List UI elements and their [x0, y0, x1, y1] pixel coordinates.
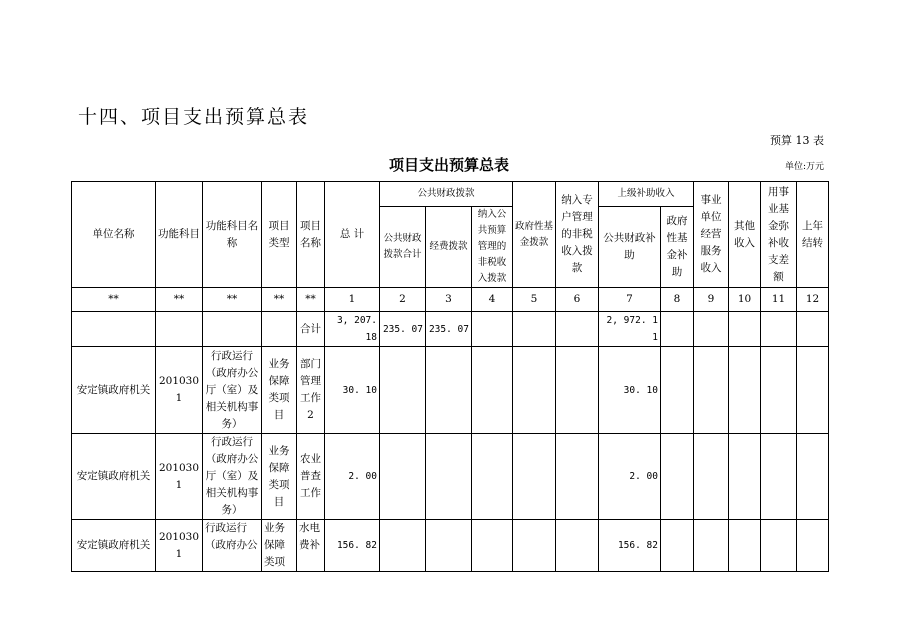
cell-pf-total: 235. 07	[380, 312, 426, 347]
table-title: 项目支出预算总表	[388, 156, 509, 174]
cell-other-income	[729, 347, 761, 434]
cell-project-name: 部门管理工作2	[297, 347, 325, 434]
header-project-type: 项目类型	[262, 182, 297, 288]
total-row	[72, 312, 829, 347]
header-pf-total: 公共财政拨款合计	[380, 207, 426, 288]
cell-unit	[72, 312, 156, 347]
index-cell: 11	[761, 288, 797, 312]
cell-business-income	[694, 434, 729, 520]
cell-sup-gov-fund	[661, 312, 694, 347]
cell-business-income	[694, 347, 729, 434]
cell-code: 2010301	[156, 434, 203, 520]
cell-last-year	[797, 520, 829, 572]
header-func-subject: 功能科目	[156, 182, 203, 288]
header-project-name: 项目名称	[297, 182, 325, 288]
index-cell: **	[156, 288, 203, 312]
cell-other-income	[729, 520, 761, 572]
cell-fund-balance	[761, 347, 797, 434]
cell-nontax-special	[556, 312, 599, 347]
header-total: 总 计	[325, 182, 380, 288]
unit-label: 单位:万元	[784, 162, 824, 172]
index-cell: **	[297, 288, 325, 312]
cell-sup-gov-fund	[661, 434, 694, 520]
cell-pf-total	[380, 434, 426, 520]
table-number: 预算 13 表	[770, 134, 824, 147]
header-unit-name: 单位名称	[72, 182, 156, 288]
cell-gov-fund	[513, 312, 556, 347]
cell-project-type: 业务保障类项目	[262, 347, 297, 434]
cell-fund-balance	[761, 434, 797, 520]
header-other-income: 其他收入	[729, 182, 761, 288]
index-cell: 7	[599, 288, 661, 312]
header-func-subject-name: 功能科目名称	[203, 182, 262, 288]
cell-code	[156, 312, 203, 347]
index-cell: **	[262, 288, 297, 312]
cell-project-name: 农业普查工作	[297, 434, 325, 520]
cell-last-year	[797, 312, 829, 347]
cell-business-income	[694, 312, 729, 347]
cell-pf-nontax	[472, 434, 513, 520]
cell-pf-funds	[426, 520, 472, 572]
cell-nontax-special	[556, 434, 599, 520]
cell-nontax-special	[556, 520, 599, 572]
cell-func-name: 行政运行（政府办公	[203, 520, 262, 572]
cell-last-year	[797, 347, 829, 434]
header-nontax-special: 纳入专户管理的非税收入拨款	[556, 182, 599, 288]
cell-project-type	[262, 312, 297, 347]
index-cell: 5	[513, 288, 556, 312]
index-cell: 2	[380, 288, 426, 312]
index-row	[72, 288, 829, 312]
cell-pf-funds	[426, 434, 472, 520]
cell-fund-balance	[761, 520, 797, 572]
cell-total: 3, 207. 18	[325, 312, 380, 347]
cell-pf-funds: 235. 07	[426, 312, 472, 347]
header-pf-funds: 经费拨款	[426, 207, 472, 288]
index-cell: 6	[556, 288, 599, 312]
header-sup-gov-fund: 政府性基金补助	[661, 207, 694, 288]
header-public-finance: 公共财政拨款	[380, 182, 513, 207]
header-pf-nontax: 纳入公共预算管理的非税收入拨款	[472, 207, 513, 288]
cell-gov-fund	[513, 520, 556, 572]
cell-sup-gov-fund	[661, 520, 694, 572]
cell-code: 2010301	[156, 520, 203, 572]
cell-business-income	[694, 520, 729, 572]
header-superior-subsidy: 上级补助收入	[599, 182, 694, 207]
cell-nontax-special	[556, 347, 599, 434]
cell-func-name: 行政运行（政府办公厅（室）及相关机构事务）	[203, 347, 262, 434]
cell-sup-public: 156. 82	[599, 520, 661, 572]
cell-gov-fund	[513, 434, 556, 520]
header-gov-fund: 政府性基金拨款	[513, 182, 556, 288]
cell-project-type: 业务保障类项	[262, 520, 297, 572]
index-cell: **	[203, 288, 262, 312]
cell-gov-fund	[513, 347, 556, 434]
index-cell: 10	[729, 288, 761, 312]
table-row	[72, 347, 829, 434]
cell-other-income	[729, 434, 761, 520]
cell-pf-nontax	[472, 312, 513, 347]
cell-sup-public: 2. 00	[599, 434, 661, 520]
cell-pf-total	[380, 347, 426, 434]
cell-fund-balance	[761, 312, 797, 347]
header-business-income: 事业单位经营服务收入	[694, 182, 729, 288]
header-sup-public: 公共财政补助	[599, 207, 661, 288]
cell-sup-public: 2, 972. 11	[599, 312, 661, 347]
cell-project-name: 水电费补	[297, 520, 325, 572]
cell-pf-nontax	[472, 520, 513, 572]
header-last-year: 上年结转	[797, 182, 829, 288]
cell-unit: 安定镇政府机关	[72, 347, 156, 434]
cell-total: 30. 10	[325, 347, 380, 434]
project-expenditure-table	[71, 181, 829, 572]
cell-project-type: 业务保障类项目	[262, 434, 297, 520]
cell-pf-total	[380, 520, 426, 572]
index-cell: **	[72, 288, 156, 312]
index-cell: 3	[426, 288, 472, 312]
index-cell: 12	[797, 288, 829, 312]
cell-sup-public: 30. 10	[599, 347, 661, 434]
cell-last-year	[797, 434, 829, 520]
cell-sup-gov-fund	[661, 347, 694, 434]
cell-total: 156. 82	[325, 520, 380, 572]
table-row	[72, 434, 829, 520]
page-heading: 十四、项目支出预算总表	[78, 106, 310, 128]
cell-unit: 安定镇政府机关	[72, 520, 156, 572]
index-cell: 9	[694, 288, 729, 312]
index-cell: 1	[325, 288, 380, 312]
cell-other-income	[729, 312, 761, 347]
cell-func-name: 行政运行（政府办公厅（室）及相关机构事务）	[203, 434, 262, 520]
index-cell: 4	[472, 288, 513, 312]
cell-func-name	[203, 312, 262, 347]
index-cell: 8	[661, 288, 694, 312]
cell-unit: 安定镇政府机关	[72, 434, 156, 520]
table-row	[72, 520, 829, 572]
cell-pf-nontax	[472, 347, 513, 434]
header-fund-balance: 用事业基金弥补收支差额	[761, 182, 797, 288]
cell-code: 2010301	[156, 347, 203, 434]
cell-pf-funds	[426, 347, 472, 434]
cell-project-name: 合计	[297, 312, 325, 347]
cell-total: 2. 00	[325, 434, 380, 520]
